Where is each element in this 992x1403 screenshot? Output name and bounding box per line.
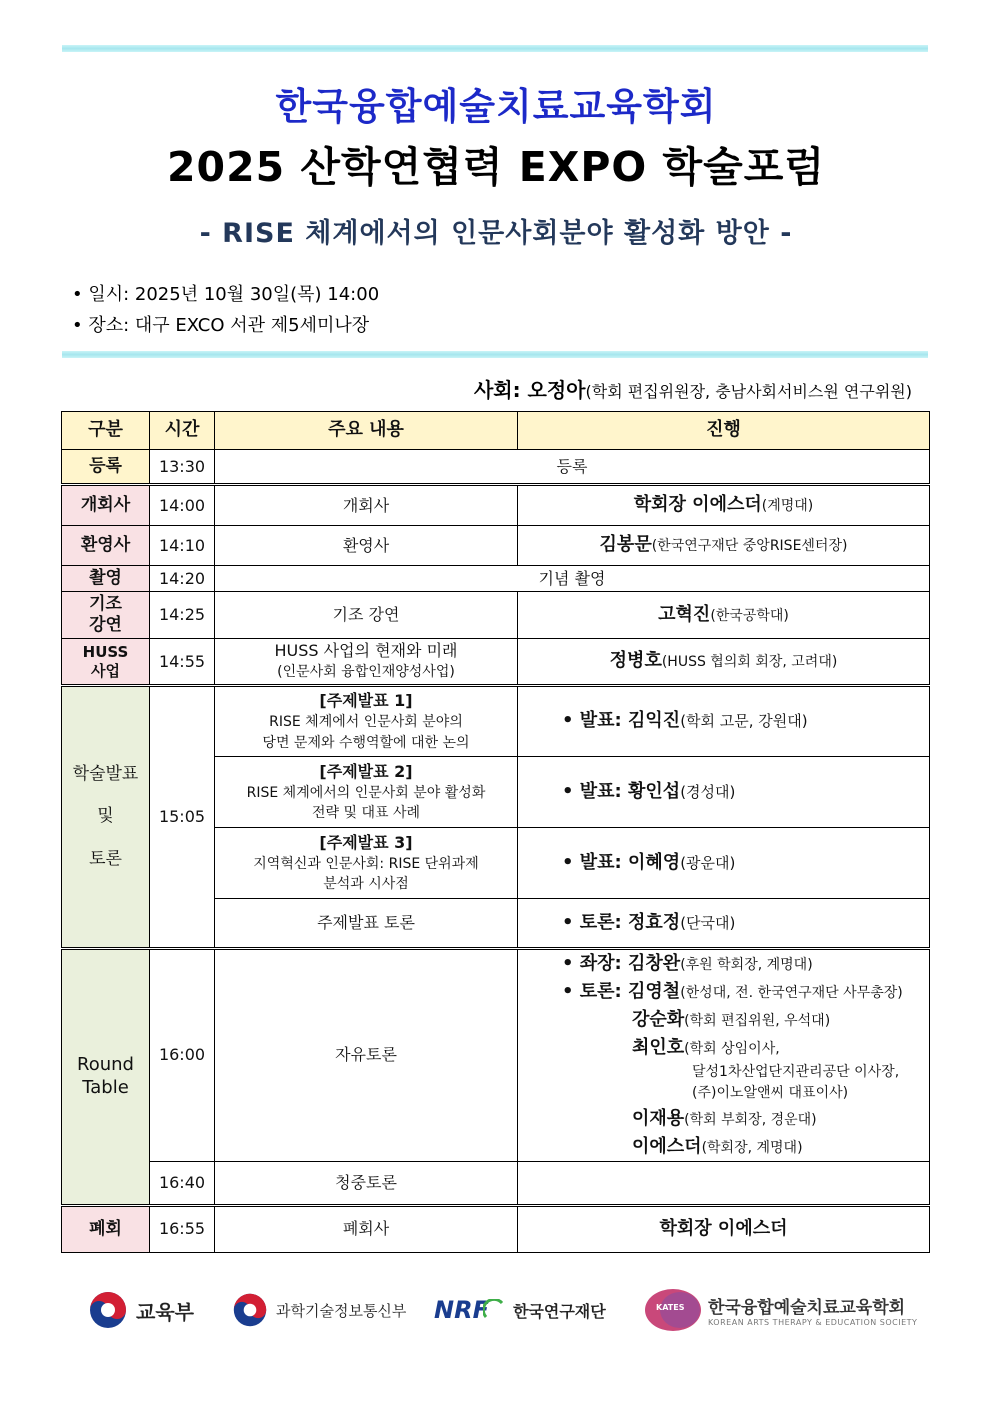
organization-name: 한국융합예술치료교육학회	[275, 85, 717, 128]
row-label: 환영사	[62, 526, 150, 566]
moe-name: 교육부	[136, 1299, 194, 1324]
roundtable-panel: • 좌장: 김창완(후원 학회장, 계명대) • 토론: 김영철(한성대, 전. 한국연구재단 사무총장) 강순화(학회 편집위원, 우석대) 최인호(학회 상임이사, 달성1차산업단지관리공단 이사장, (주)이노알앤씨 대표이사) 이재용(학회 부회장, 경운대) 이에스더(학회장, 계명대)	[518, 949, 930, 1162]
roundtable-time: 16:00	[150, 949, 215, 1162]
row-content: 개회사	[215, 485, 518, 526]
row-label: 개회사	[62, 485, 150, 526]
row-host: 학회장 이에스더	[518, 1205, 930, 1252]
talk-speaker: • 발표: 김익진(학회 고문, 강원대)	[518, 686, 930, 757]
row-content: 등록	[215, 450, 930, 485]
moderator-affiliation: (학회 편집위원장, 충남사회서비스원 연구위원)	[585, 382, 912, 401]
table-row-roundtable	[62, 949, 930, 1162]
sponsor-logos	[0, 1278, 992, 1342]
row-time: 14:00	[150, 485, 215, 526]
nrf-mark: NRF	[434, 1296, 489, 1324]
discussion-content: 주제발표 토론	[215, 899, 518, 949]
row-time: 14:25	[150, 592, 215, 639]
row-content: 폐회사	[215, 1205, 518, 1252]
row-label: HUSS 사업	[62, 639, 150, 686]
header-category: 구분	[62, 412, 150, 450]
table-row-huss	[62, 639, 930, 686]
row-time: 14:20	[150, 566, 215, 592]
table-header-row	[62, 412, 930, 450]
row-host: 고혁진(한국공학대)	[518, 592, 930, 639]
row-host: 김봉문(한국연구재단 중앙RISE센터장)	[518, 526, 930, 566]
academic-time: 15:05	[150, 686, 215, 949]
row-host: 학회장 이에스더(계명대)	[518, 485, 930, 526]
talk-content: [주제발표 3] 지역혁신과 인문사회: RISE 단위과제 분석과 시사점	[215, 828, 518, 899]
taegeuk-icon	[88, 1290, 128, 1330]
roundtable-label: Round Table	[62, 949, 150, 1206]
qa-host	[518, 1161, 930, 1205]
table-row-talk-1	[62, 686, 930, 757]
table-row-welcome	[62, 526, 930, 566]
row-label: 기조 강연	[62, 592, 150, 639]
row-content: 기조 강연	[215, 592, 518, 639]
moderator	[474, 374, 912, 403]
moe-logo	[88, 1278, 194, 1342]
kates-text	[708, 1293, 917, 1327]
row-label: 폐회	[62, 1205, 150, 1252]
qa-content: 청중토론	[215, 1161, 518, 1205]
row-time: 16:55	[150, 1205, 215, 1252]
table-row-opening	[62, 485, 930, 526]
taegeuk-icon	[232, 1292, 268, 1328]
row-time: 13:30	[150, 450, 215, 485]
row-host: 정병호(HUSS 협의회 회장, 고려대)	[518, 639, 930, 686]
kates-english: KOREAN ARTS THERAPY & EDUCATION SOCIETY	[708, 1318, 918, 1327]
academic-label: 학술발표 및 토론	[62, 686, 150, 949]
row-time: 14:55	[150, 639, 215, 686]
row-label: 촬영	[62, 566, 150, 592]
row-content: HUSS 사업의 현재와 미래 (인문사회 융합인재양성사업)	[215, 639, 518, 686]
table-row-photo	[62, 566, 930, 592]
row-content: 기념 촬영	[215, 566, 930, 592]
row-time: 14:10	[150, 526, 215, 566]
kates-logo	[644, 1278, 917, 1342]
top-divider	[62, 45, 928, 52]
row-content: 환영사	[215, 526, 518, 566]
kates-mark: KATES	[656, 1303, 685, 1312]
talk-speaker: • 발표: 황인섭(경성대)	[518, 757, 930, 828]
header-content: 주요 내용	[215, 412, 518, 450]
table-row-keynote	[62, 592, 930, 639]
roundtable-content: 자유토론	[215, 949, 518, 1162]
event-venue: • 장소: 대구 EXCO 서관 제5세미나장	[72, 315, 370, 336]
talk-content: [주제발표 1] RISE 체계에서 인문사회 분야의 당면 문제와 수행역할에 대한 논의	[215, 686, 518, 757]
page-subtitle: - RISE 체계에서의 인문사회분야 활성화 방안 -	[199, 218, 793, 249]
header-time: 시간	[150, 412, 215, 450]
nrf-name: 한국연구재단	[512, 1301, 606, 1321]
table-row-registration	[62, 450, 930, 485]
discussion-speaker: • 토론: 정효정(단국대)	[518, 899, 930, 949]
qa-time: 16:40	[150, 1161, 215, 1205]
row-label: 등록	[62, 450, 150, 485]
talk-speaker: • 발표: 이혜영(광운대)	[518, 828, 930, 899]
header-host: 진행	[518, 412, 930, 450]
nrf-logo	[434, 1278, 606, 1342]
moderator-name: 사회: 오정아	[473, 378, 586, 402]
nrf-arc-icon	[483, 1299, 505, 1321]
talk-content: [주제발표 2] RISE 체계에서의 인문사회 분야 활성화 전략 및 대표 사례	[215, 757, 518, 828]
kates-name: 한국융합예술치료교육학회	[708, 1298, 906, 1318]
page-title: 2025 산학연협력 EXPO 학술포럼	[167, 143, 825, 191]
table-row-qa	[62, 1161, 930, 1205]
table-row-closing	[62, 1205, 930, 1252]
middle-divider	[62, 351, 928, 358]
msit-logo	[232, 1278, 406, 1342]
event-datetime: • 일시: 2025년 10월 30일(목) 14:00	[72, 284, 380, 305]
msit-name: 과학기술정보통신부	[276, 1301, 407, 1320]
schedule-table	[61, 411, 930, 1253]
